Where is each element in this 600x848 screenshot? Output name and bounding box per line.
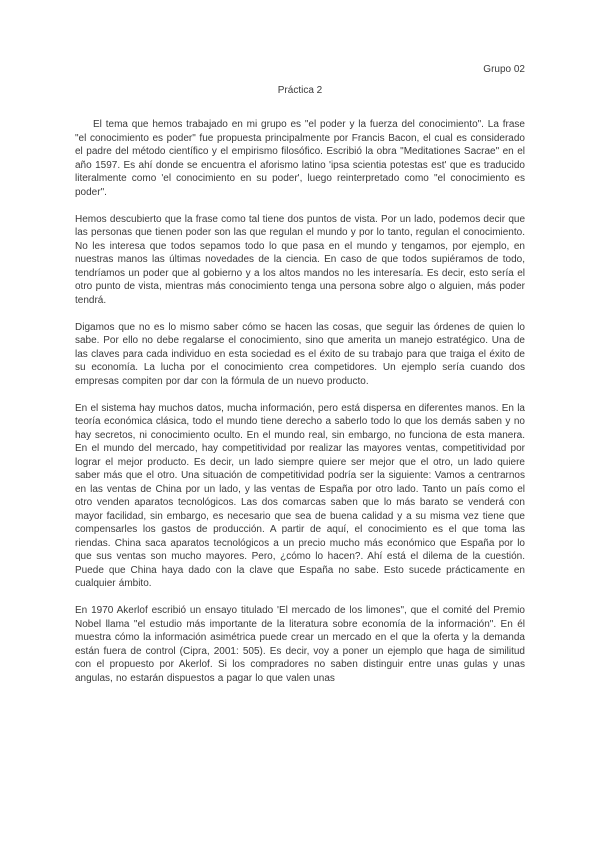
group-label: Grupo 02	[483, 64, 525, 75]
paragraph-strategic-knowledge: Digamos que no es lo mismo saber cómo se hacen las cosas, que seguir las órdenes de quien lo sabe. Por ello no debe regalarse el conocimiento, sino que amerita un manejo estratégico. Una de las claves para cada individuo en esta sociedad es el éxito de su trabajo para que traiga el éxito de su economía. La lucha por el conocimiento crea competidores. Un ejemplo sería cuando dos empresas compiten por dar con la fórmula de un nuevo producto.	[75, 321, 525, 387]
paragraph-market-competition: En el sistema hay muchos datos, mucha información, pero está dispersa en diferentes manos. En la teoría económica clásica, todo el mundo tiene derecho a saberlo todo lo que los demás saben y no hay secretos, ni conocimiento oculto. En el mundo real, sin embargo, no funciona de esta manera. En el mundo del mercado, hay competitividad por realizar las mayores ventas, competitividad por lograr el mejor producto. Es decir, un lado siempre quiere ser mejor que el otro, un lado quiere saber más que el otro. Una situación de competitividad podría ser la siguiente: Vamos a centrarnos en las ventas de China por un lado, y las ventas de España por otro lado. Tanto un país como el otro venden aparatos tecnológicos. Las dos comarcas saben que lo más barato se venderá con mayor facilidad, sin embargo, es necesario que sea de buena calidad y a su misma vez tiene que compensarles los gastos de producción. A partir de aquí, el conocimiento es el que toma las riendas. China saca aparatos tecnológicos a un precio mucho más económico que España por lo que sus ventas son mucho mayores. Pero, ¿cómo lo hacen?. Ahí está el dilema de la cuestión. Puede que China haya dado con la clave que España no sabe. Esto sucede prácticamente en cualquier ámbito.	[75, 402, 525, 589]
page-title: Práctica 2	[277, 84, 323, 96]
paragraph-akerlof-lemons: En 1970 Akerlof escribió un ensayo titulado 'El mercado de los limones", que el comité del Premio Nobel llama "el estudio más importante de la literatura sobre economía de la información". En él muestra cómo la información asimétrica puede crear un mercado en el que la oferta y la demanda están fuera de control (Cipra, 2001: 505). Es decir, voy a poner un ejemplo que haga de similitud con el propuesto por Akerlof. Si los compradores no saben distinguir entre unas gulas y unas angulas, no estarán dispuestos a pagar lo que valen unas	[75, 605, 525, 684]
paragraph-two-points-of-view: Hemos descubierto que la frase como tal tiene dos puntos de vista. Por un lado, podemos decir que las personas que tienen poder son las que regulan el mundo y por lo tanto, regulan el conocimiento. No les interesa que todos sepamos todo lo que pasa en el mundo y tengamos, por ejemplo, en nuestras manos las últimas novedades de la ciencia. En caso de que todos supiéramos de todo, tendríamos un poder que al gobierno y a los altos mandos no les interesaría. Es decir, esto sería el otro punto de vista, mientras más conocimiento tenga una persona sobre algo o alguien, más poder tendrá.	[75, 213, 525, 306]
paragraph-intro: El tema que hemos trabajado en mi grupo es "el poder y la fuerza del conocimiento". La frase "el conocimiento es poder" fue propuesta principalmente por Francis Bacon, el cual es considerado el padre del método científico y el empirismo filosófico. Escribió la obra "Meditationes Sacrae" en el año 1597. Es ahí donde se encuentra el aforismo latino 'ipsa scientia potestas est' que es traducido literalmente como 'el conocimiento en su poder', luego reinterpretado como "el conocimiento es poder".	[75, 119, 525, 198]
